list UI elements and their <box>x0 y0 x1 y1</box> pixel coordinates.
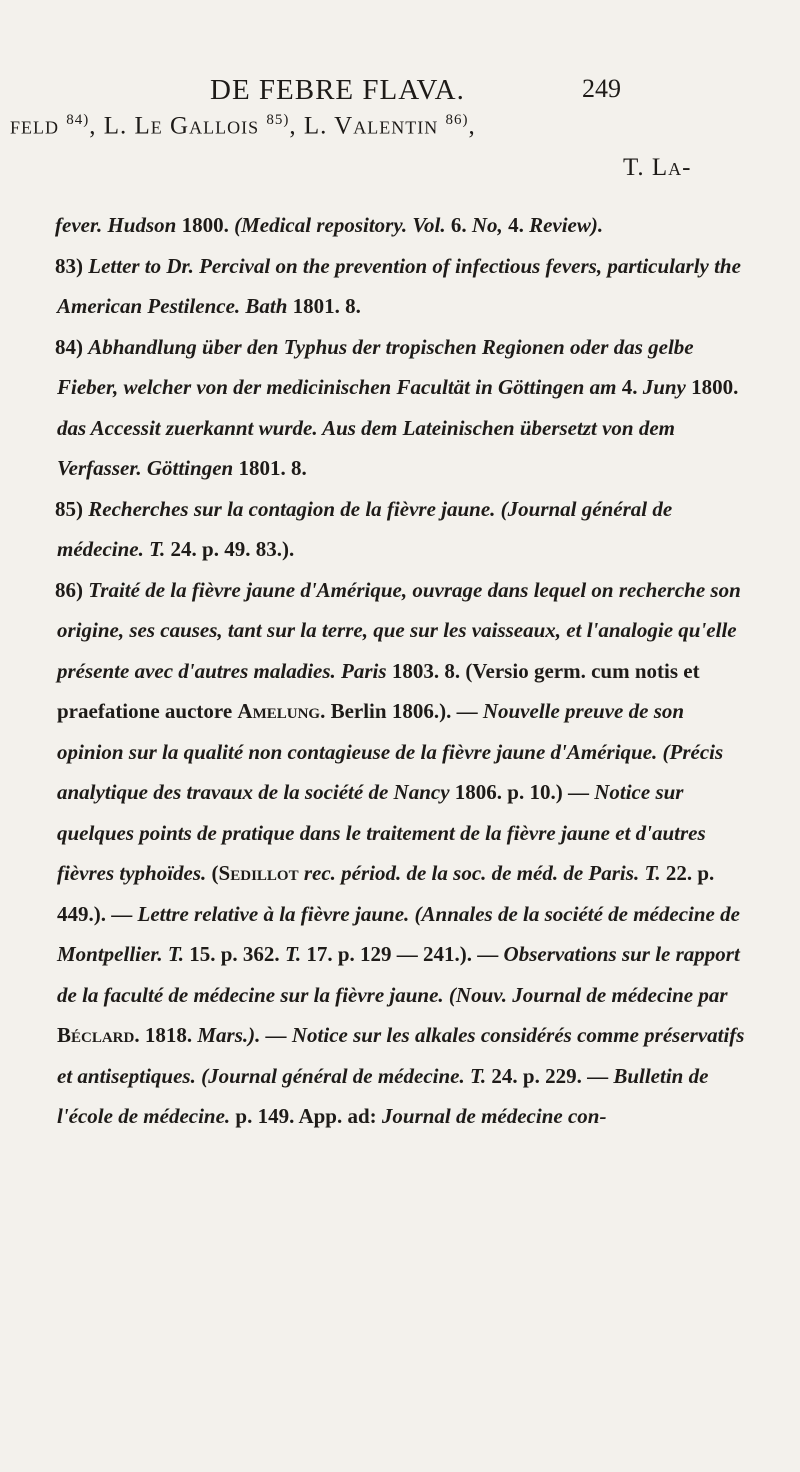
text-segment: 1800. <box>691 375 739 399</box>
footnote-83 <box>57 246 752 327</box>
text-segment: , <box>468 112 476 140</box>
footnote-number: 83) <box>55 253 89 278</box>
text-segment: Mars.). — Notice sur les alkales considérés comme préservatifs et antiseptiques. (Journal général de médecine. T. <box>57 1023 745 1088</box>
text-segment: 1803. 8. (Versio germ. cum notis et praefatione auctore <box>57 658 700 723</box>
text-segment: Letter to Dr. Percival on the prevention of infectious fevers, particularly the American Pestilence. Bath <box>57 253 741 318</box>
text-segment: 1801. 8. <box>238 456 307 480</box>
footnote-ref-86: 86) <box>445 112 469 128</box>
text-segment: 1806. p. 10.) — <box>454 780 595 804</box>
footnote-number: 84) <box>55 334 89 359</box>
text-segment: Béclard <box>57 1023 135 1047</box>
page-number: 249 <box>582 74 621 103</box>
text-segment: rec. périod. de la soc. de méd. de Paris. T. <box>298 861 666 885</box>
text-segment: Juny <box>642 375 692 399</box>
text-segment: 6. <box>450 213 472 237</box>
footnote-82-continuation <box>57 205 752 246</box>
text-segment: ( <box>211 861 219 885</box>
text-segment: . 1818. <box>134 1023 198 1047</box>
footnote-number: 85) <box>55 496 89 521</box>
footnote-ref-85: 85) <box>266 112 290 128</box>
footnote-84 <box>57 327 752 489</box>
text-segment: 1800. <box>181 213 235 237</box>
text-segment: das Accessit zuerkannt wurde. Aus dem Lateinischen übersetzt von dem Verfasser. Göttingen <box>57 415 675 480</box>
footnotes-block <box>57 205 752 1137</box>
text-segment: Abhandlung über den Typhus der tropischen Regionen oder das gelbe Fieber, welcher von der medicinischen Facultät in Göttingen am <box>57 334 694 399</box>
text-segment: 4. <box>621 375 643 399</box>
text-segment: p. 149. App. ad: <box>235 1104 382 1128</box>
footnote-85 <box>57 489 752 570</box>
text-segment: . Berlin 1806.). — <box>320 699 483 723</box>
text-segment: Nouvelle preuve de son opinion sur la qualité non contagieuse de la fièvre jaune d'Amérique. (Précis analytique des travaux de la société de Nancy <box>57 699 724 804</box>
text-segment: Review). <box>529 213 604 237</box>
author-line-1 <box>10 112 476 140</box>
text-segment: 24. p. 229. — <box>491 1063 614 1088</box>
text-segment: 15. p. 362. <box>189 942 285 966</box>
text-segment: Bulletin de l'école de médecine. <box>57 1063 709 1128</box>
text-segment: 24. p. 49. 83.). <box>170 537 295 561</box>
text-segment: Journal de médecine con- <box>381 1104 607 1128</box>
text-segment: (Medical repository. Vol. <box>234 213 451 237</box>
text-segment: fever. Hudson <box>55 213 182 237</box>
text-segment: 4. <box>508 213 530 237</box>
text-segment: No, <box>471 213 509 237</box>
text-segment: 1801. 8. <box>292 294 361 318</box>
text-segment: Notice sur quelques points de pratique dans le traitement de la fièvre jaune et d'autres fièvres typhoïdes. <box>57 780 706 885</box>
footnote-86 <box>57 570 752 1137</box>
page-header <box>0 74 800 114</box>
running-title: DE FEBRE FLAVA. <box>210 74 465 106</box>
text-segment: 22. p. 449.). — <box>57 861 715 926</box>
footnote-number: 86) <box>55 577 89 602</box>
text-segment: Lettre relative à la fièvre jaune. (Annales de la société de médecine de Montpellier. T. <box>57 901 740 966</box>
text-segment: Observations sur le rapport de la faculté de médecine sur la fièvre jaune. (Nouv. Journal de médecine par <box>57 942 740 1007</box>
text-segment: Amelung <box>237 699 321 723</box>
text-segment: , L. Valentin <box>289 112 446 140</box>
footnote-ref-84: 84) <box>66 112 90 128</box>
text-segment: T. <box>284 942 307 966</box>
text-segment: 17. p. 129 — 241.). — <box>306 942 504 966</box>
text-segment: Traité de la fièvre jaune d'Amérique, ouvrage dans lequel on recherche son origine, ses causes, tant sur la terre, que sur les vaisseaux, et l'analogie qu'elle présente avec d'autres maladies. Paris <box>57 577 741 683</box>
text-segment: Sedillot <box>218 861 299 885</box>
text-segment: , L. Le Gallois <box>89 112 267 140</box>
text-segment: Recherches sur la contagion de la fièvre jaune. (Journal général de médecine. T. <box>57 496 673 561</box>
author-line-2: T. La- <box>623 154 692 181</box>
text-segment: feld <box>10 112 67 140</box>
